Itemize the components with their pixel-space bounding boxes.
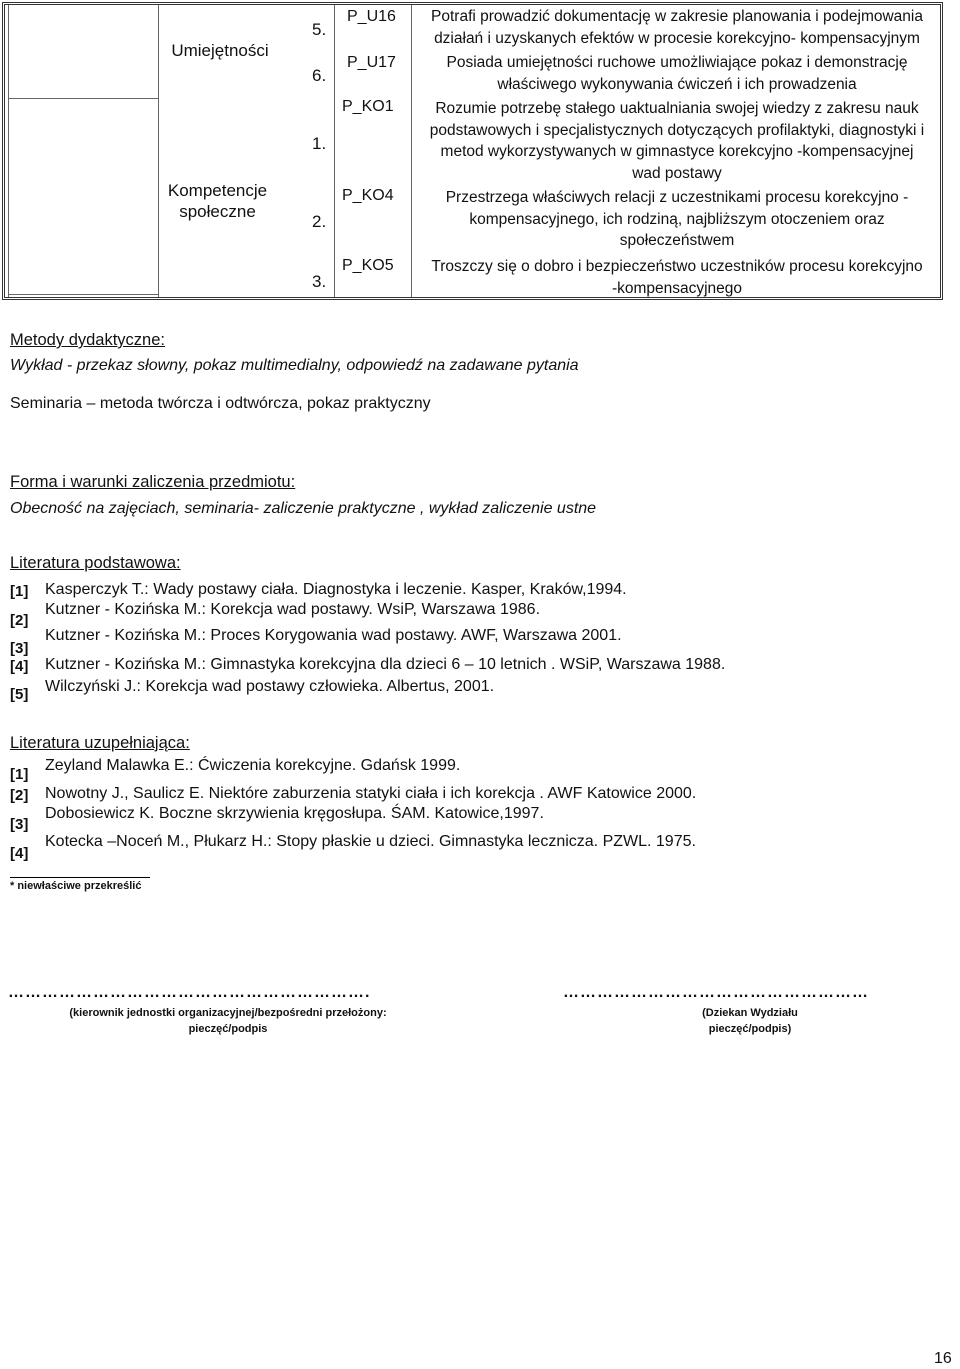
description-line: kompensacyjnego, ich rodziną, najbliższym otoczeniem oraz (469, 210, 885, 228)
row-number: 3. (312, 272, 327, 291)
row-description (412, 256, 942, 299)
row-code: P_U16 (347, 8, 396, 25)
signature-caption-right (580, 1005, 920, 1037)
reference-number: [4] (10, 658, 29, 675)
reference-text: Wilczyński J.: Korekcja wad postawy człowieka. Albertus, 2001. (45, 678, 495, 695)
category-line: Kompetencje (167, 181, 268, 200)
description-line: Troszczy się o dobro i bezpieczeństwo uczestników procesu korekcyjno (431, 258, 923, 275)
row-number: 2. (312, 212, 327, 231)
signature-line-left: ………………………………………………………. (8, 984, 371, 1001)
description-line: Rozumie potrzebę stałego uaktualniania swojej wiedzy z zakresu nauk (435, 100, 919, 117)
row-description (412, 98, 942, 184)
reference-text: Dobosiewicz K. Boczne skrzywienia kręgosłupa. ŚAM. Katowice,1997. (45, 805, 544, 822)
methods-seminars: Seminaria – metoda twórcza i odtwórcza, pokaz praktyczny (10, 395, 431, 412)
signature-caption-left (8, 1005, 448, 1037)
description-line: Przestrzega właściwych relacji z uczestnikami procesu korekcyjno - (445, 189, 909, 206)
row-code: P_KO1 (342, 98, 394, 115)
category-skills: Umiejętności (171, 41, 269, 60)
reference-text: Kutzner - Kozińska M.: Gimnastyka korekcyjna dla dzieci 6 – 10 letnich . WSiP, Warszawa 1988. (45, 656, 726, 673)
row-number: 1. (312, 134, 327, 153)
description-line: wad postawy (632, 164, 722, 182)
reference-number: [3] (10, 816, 29, 833)
row-code: P_KO5 (342, 257, 394, 274)
signature-caption-line: pieczęć/podpis (188, 1023, 268, 1035)
reference-text: Nowotny J., Saulicz E. Niektóre zaburzenia statyki ciała i ich korekcja . AWF Katowice 2000. (45, 785, 697, 802)
row-description (412, 6, 942, 49)
description-line: właściwego wykonywania ćwiczeń i ich prowadzenia (497, 75, 857, 93)
category-social-competences (160, 180, 275, 222)
assessment-heading: Forma i warunki zaliczenia przedmiotu: (10, 473, 296, 491)
footnote-rule (10, 877, 150, 878)
basic-literature-heading: Literatura podstawowa: (10, 554, 181, 572)
reference-number: [3] (10, 640, 29, 657)
table-divider (158, 5, 159, 297)
methods-heading: Metody dydaktyczne: (10, 331, 165, 349)
methods-lecture: Wykład - przekaz słowny, pokaz multimedialny, odpowiedź na zadawane pytania (10, 357, 579, 374)
reference-number: [1] (10, 766, 29, 783)
row-number: 6. (312, 66, 327, 85)
table-divider (8, 5, 9, 297)
signature-caption-line: pieczęć/podpis) (708, 1023, 792, 1035)
category-line: społeczne (179, 202, 256, 221)
description-line: działań i uzyskanych efektów w procesie korekcyjno- kompensacyjnym (434, 29, 920, 47)
row-description (412, 187, 942, 252)
assessment-text: Obecność na zajęciach, seminaria- zaliczenie praktyczne , wykład zaliczenie ustne (10, 500, 597, 517)
table-divider (8, 294, 158, 295)
row-description (412, 52, 942, 95)
supplementary-literature-heading: Literatura uzupełniająca: (10, 734, 190, 752)
reference-text: Kasperczyk T.: Wady postawy ciała. Diagnostyka i leczenie. Kasper, Kraków,1994. (45, 581, 627, 598)
row-code: P_U17 (347, 54, 396, 71)
reference-number: [5] (10, 686, 29, 703)
table-divider (8, 98, 158, 99)
reference-text: Kutzner - Kozińska M.: Korekcja wad postawy. WsiP, Warszawa 1986. (45, 601, 541, 618)
reference-number: [2] (10, 787, 29, 804)
description-line: -kompensacyjnego (611, 279, 743, 297)
footnote: * niewłaściwe przekreślić (10, 880, 142, 892)
signature-caption-line: (Dziekan Wydziału (702, 1007, 798, 1019)
signature-caption-line: (kierownik jednostki organizacyjnej/bezpośredni przełożony: (69, 1007, 387, 1019)
table-divider (334, 5, 335, 297)
row-code: P_KO4 (342, 187, 394, 204)
description-line: Posiada umiejętności ruchowe umożliwiające pokaz i demonstrację (446, 54, 908, 71)
description-line: społeczeństwem (619, 232, 735, 249)
description-line: metod wykorzystywanych w gimnastyce korekcyjno -kompensacyjnej (440, 143, 914, 160)
reference-text: Kutzner - Kozińska M.: Proces Korygowania wad postawy. AWF, Warszawa 2001. (45, 627, 622, 644)
description-line: podstawowych i specjalistycznych dotyczących profilaktyki, diagnostyki i (429, 121, 925, 139)
reference-number: [4] (10, 845, 29, 862)
row-number: 5. (312, 20, 327, 39)
reference-number: [1] (10, 583, 29, 600)
reference-number: [2] (10, 612, 29, 629)
reference-text: Zeyland Malawka E.: Ćwiczenia korekcyjne. Gdańsk 1999. (45, 757, 461, 774)
reference-text: Kotecka –Noceń M., Płukarz H.: Stopy płaskie u dzieci. Gimnastyka lecznicza. PZWL. 1975. (45, 833, 696, 850)
signature-line-right: ……………………………………………… (563, 984, 869, 1001)
description-line: Potrafi prowadzić dokumentację w zakresie planowania i podejmowania (431, 8, 923, 25)
page-number: 16 (934, 1350, 952, 1367)
